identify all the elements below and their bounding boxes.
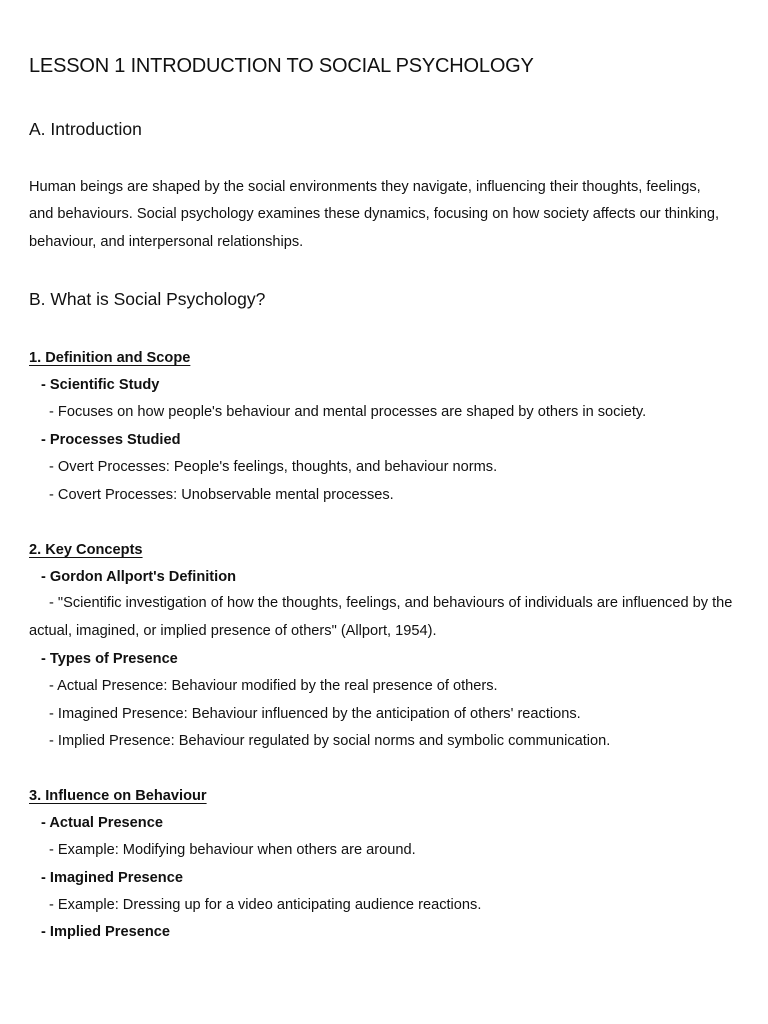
key-concepts-heading: 2. Key Concepts	[29, 542, 143, 558]
section-b-heading: B. What is Social Psychology?	[29, 289, 266, 309]
definition-scope-heading: 1. Definition and Scope	[29, 350, 191, 366]
scientific-study-detail: - Focuses on how people's behaviour and mental processes are shaped by others in society.	[49, 404, 647, 420]
section-a-paragraph: Human beings are shaped by the social environments they navigate, influencing their thoughts, feelings, and behaviours. Social psychology examines these dynamics, focusing on how society affects our thinking, behaviour, and interpersonal relationships.	[29, 179, 720, 250]
overt-processes-detail: - Overt Processes: People's feelings, thoughts, and behaviour norms.	[49, 459, 498, 475]
allport-definition-item: - Gordon Allport's Definition	[41, 569, 237, 585]
actual-presence-item: - Actual Presence	[41, 815, 163, 831]
imagined-presence-example: - Example: Dressing up for a video anticipating audience reactions.	[49, 897, 482, 913]
types-of-presence-item: - Types of Presence	[41, 651, 178, 667]
covert-processes-detail: - Covert Processes: Unobservable mental processes.	[49, 487, 394, 503]
section-a-heading: A. Introduction	[29, 119, 142, 139]
allport-definition-quote: - "Scientific investigation of how the thoughts, feelings, and behaviours of individuals are influenced by the actual, imagined, or implied presence of others" (Allport, 1954).	[29, 595, 733, 639]
implied-presence-detail: - Implied Presence: Behaviour regulated by social norms and symbolic communication.	[49, 733, 611, 749]
document-title: LESSON 1 INTRODUCTION TO SOCIAL PSYCHOLOGY	[29, 55, 534, 77]
implied-presence-item: - Implied Presence	[41, 924, 170, 940]
influence-behaviour-heading: 3. Influence on Behaviour	[29, 788, 207, 804]
actual-presence-detail: - Actual Presence: Behaviour modified by the real presence of others.	[49, 678, 498, 694]
processes-studied-item: - Processes Studied	[41, 432, 181, 448]
imagined-presence-detail: - Imagined Presence: Behaviour influenced by the anticipation of others' reactions.	[49, 706, 581, 722]
imagined-presence-item: - Imagined Presence	[41, 870, 183, 886]
scientific-study-item: - Scientific Study	[41, 377, 160, 393]
actual-presence-example: - Example: Modifying behaviour when others are around.	[49, 842, 416, 858]
